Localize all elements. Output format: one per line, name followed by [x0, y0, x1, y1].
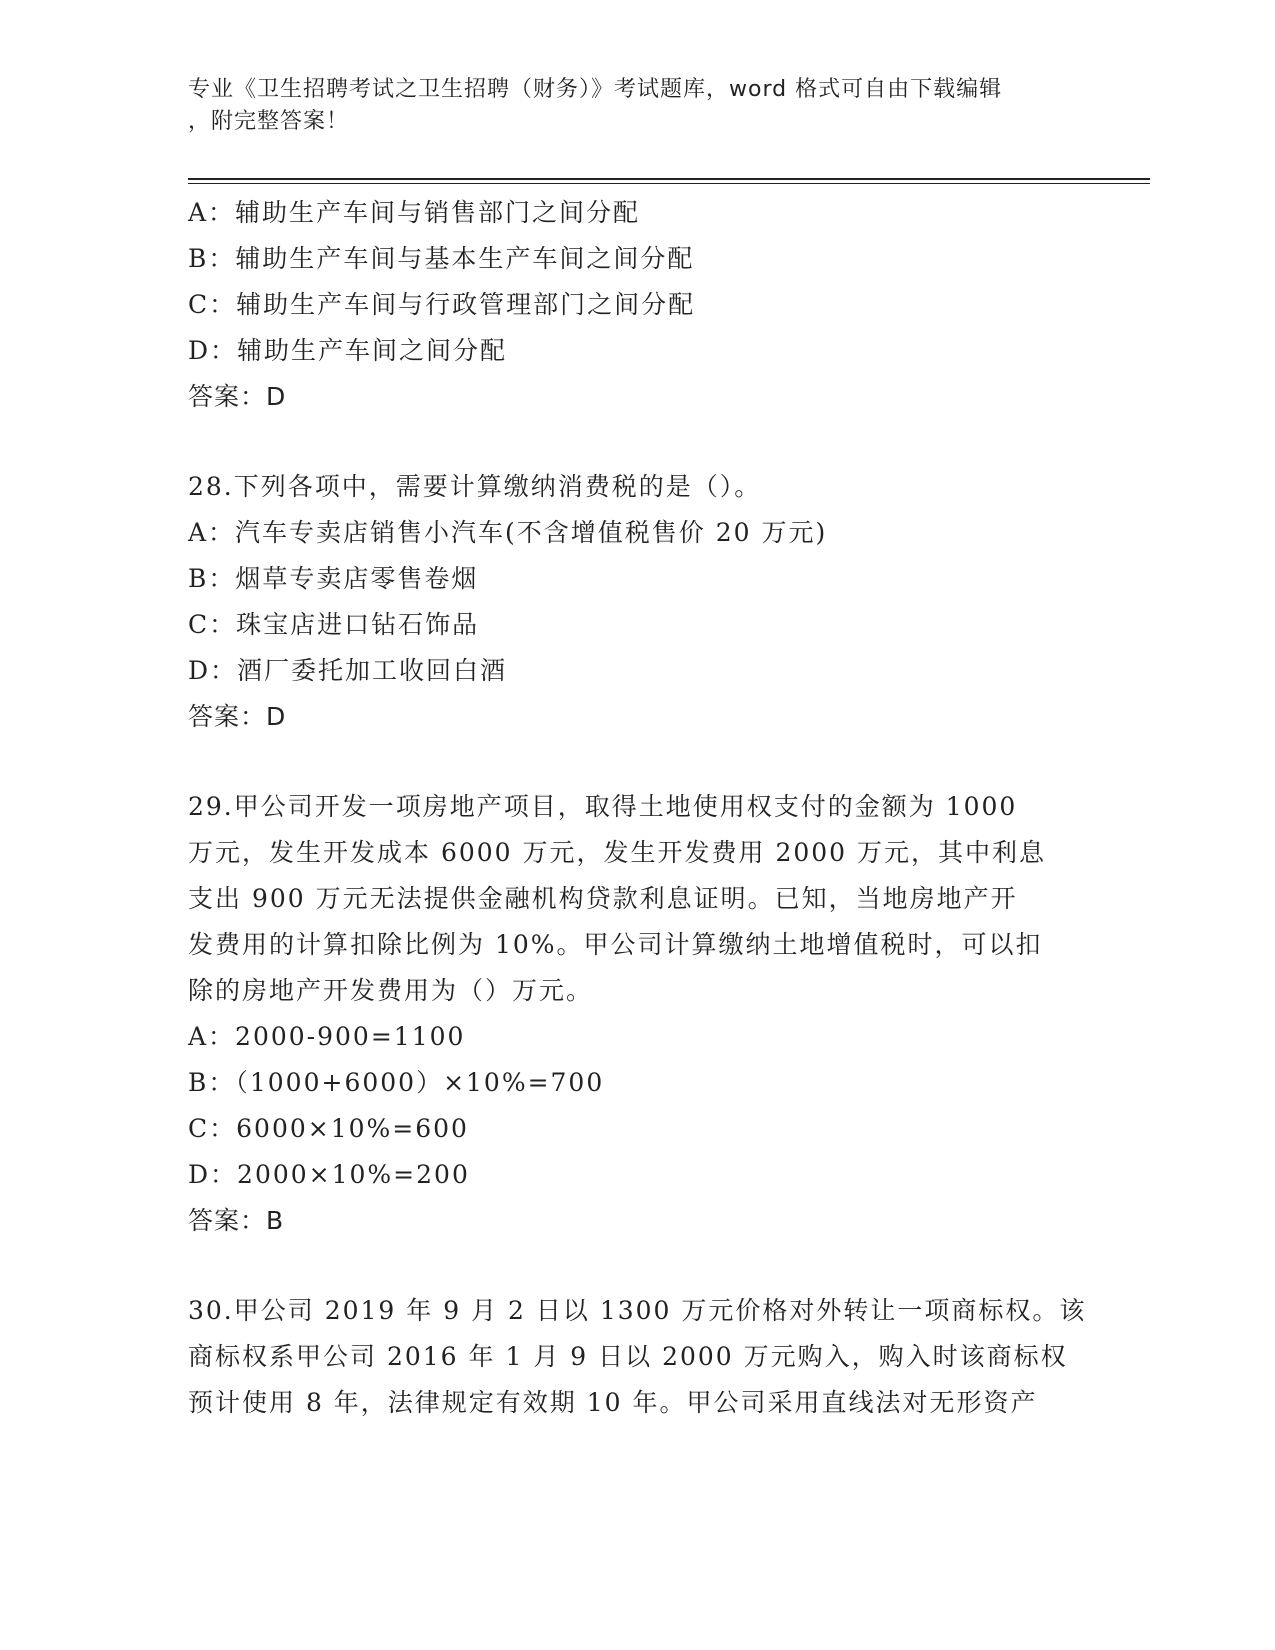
spacer	[188, 420, 1088, 464]
header-rule-thick	[188, 178, 1150, 180]
spacer	[188, 1244, 1088, 1288]
question-28	[188, 464, 1088, 740]
q30-stem-line-2: 商标权系甲公司 2016 年 1 月 9 日以 2000 万元购入，购入时该商标权	[188, 1342, 1068, 1371]
q29-option-c: C：6000×10%=600	[188, 1114, 469, 1143]
spacer	[188, 740, 1088, 784]
header-line-1: 专业《卫生招聘考试之卫生招聘（财务）》考试题库，word 格式可自由下载编辑	[188, 77, 1003, 102]
q28-answer: 答案：D	[188, 702, 287, 731]
q28-option-b: B：烟草专卖店零售卷烟	[188, 564, 479, 593]
q29-answer: 答案：B	[188, 1206, 285, 1235]
q27-option-d: D：辅助生产车间之间分配	[188, 336, 508, 365]
header-line-2: ，附完整答案！	[188, 109, 350, 134]
header-rule-thin	[188, 183, 1150, 184]
q30-stem-line-3: 预计使用 8 年，法律规定有效期 10 年。甲公司采用直线法对无形资产	[188, 1388, 1038, 1417]
q27-option-a: A：辅助生产车间与销售部门之间分配	[188, 198, 641, 227]
q29-option-b: B：（1000+6000）×10%=700	[188, 1068, 605, 1097]
q30-stem-line-1: 30.甲公司 2019 年 9 月 2 日以 1300 万元价格对外转让一项商标权。该	[188, 1296, 1087, 1325]
question-30	[188, 1288, 1088, 1426]
q27-option-b: B：辅助生产车间与基本生产车间之间分配	[188, 244, 695, 273]
q28-option-a: A：汽车专卖店销售小汽车(不含增值税售价 20 万元)	[188, 518, 828, 547]
question-29	[188, 784, 1088, 1244]
q27-answer: 答案：D	[188, 382, 287, 411]
q28-option-d: D：酒厂委托加工收回白酒	[188, 656, 508, 685]
document-header	[188, 74, 1078, 138]
q29-stem-line-5: 除的房地产开发费用为（）万元。	[188, 976, 594, 1005]
q29-stem-line-4: 发费用的计算扣除比例为 10%。甲公司计算缴纳土地增值税时，可以扣	[188, 930, 1043, 959]
document-body	[188, 190, 1088, 1426]
q27-option-c: C：辅助生产车间与行政管理部门之间分配	[188, 290, 696, 319]
q29-stem-line-1: 29.甲公司开发一项房地产项目，取得土地使用权支付的金额为 1000	[188, 792, 1018, 821]
q29-stem-line-3: 支出 900 万元无法提供金融机构贷款利息证明。已知，当地房地产开	[188, 884, 1018, 913]
q28-stem: 28.下列各项中，需要计算缴纳消费税的是（）。	[188, 472, 762, 501]
q29-option-a: A：2000-900=1100	[188, 1022, 466, 1051]
q28-option-c: C：珠宝店进口钻石饰品	[188, 610, 480, 639]
question-27	[188, 190, 1088, 420]
q29-stem-line-2: 万元，发生开发成本 6000 万元，发生开发费用 2000 万元，其中利息	[188, 838, 1047, 867]
q29-option-d: D：2000×10%=200	[188, 1160, 470, 1189]
